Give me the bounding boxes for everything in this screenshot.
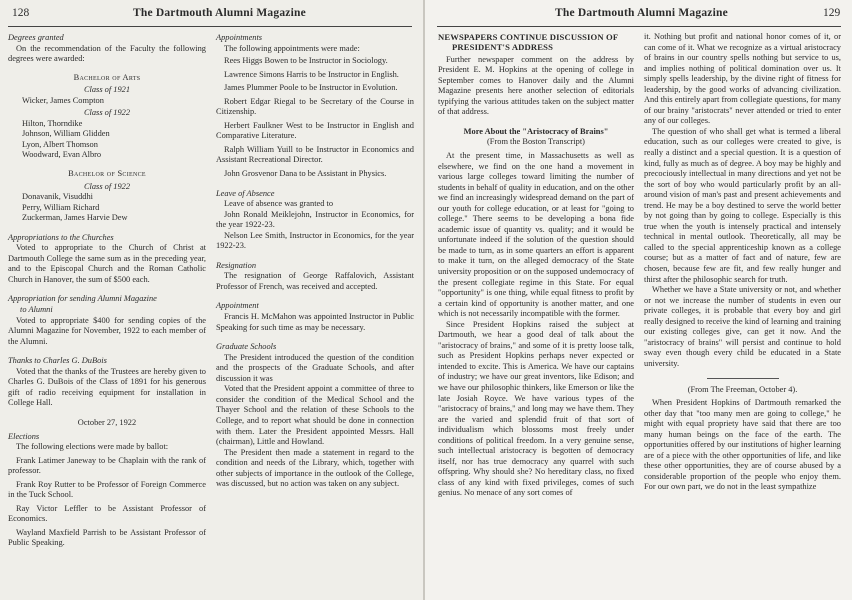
name-line: Donavanik, Visuddhi xyxy=(22,192,93,202)
paragraph: The resignation of George Raffalovich, Assistant Professor of French, was received and accepted. xyxy=(216,271,414,291)
name-line: Wicker, James Compton xyxy=(22,95,104,105)
section-heading: Graduate Schools xyxy=(216,342,277,352)
paragraph: The following elections were made by ballot: xyxy=(16,442,169,452)
paragraph: Since President Hopkins raised the subject at Dartmouth, we hear a good deal of talk about the "aristocracy of brains," and some of it is pretty loose talk, such as President Hopkins perhaps never expected or intended to excite. This is America. We have our captains of industry; we have our great inventors, like Edison; and we have our philosophic thinkers, like Emerson or like the late Josiah Royce. We have various types of the "aristocracy of brains," and long may we have them. They are the varied and splendid fruit of that sort of individualism which blossoms most freely under conditions of political freedom. In a very genuine sense, such intellectual aristocracy is begotten of democracy itself, nor has true democracy any quarrel with such offspring. Why should she? No hereditary class, no fixed class of any kind with fixed privileges, comes of such genius. No menace of any sort comes of xyxy=(438,319,634,498)
page-number: 128 xyxy=(12,7,30,19)
name-line: Zuckerman, James Harvie Dew xyxy=(22,213,128,223)
paragraph: Whether we have a State university or not, and whether or not we increase the number of students in even our private colleges, it is probable that every boy and girl really designed to receive the kind of learning and training our existing colleges give, can get it now. And the "aristocracy of brains" will persist and continue to hold sway even though every child be educated in a State university. xyxy=(644,285,841,368)
section-heading: Elections xyxy=(8,431,40,441)
name-line: Perry, William Richard xyxy=(22,202,100,212)
meeting-date: October 27, 1922 xyxy=(77,417,137,427)
left-page xyxy=(0,0,423,600)
paragraph: Voted that the President appoint a committee of three to consider the condition of the Medical School and the Thayer School and the relation of these Schools to the College, and to report what should be done in connection with them. Later the President appointed Messrs. Hall (chairman), Little and Howland. xyxy=(216,384,414,447)
running-header: The Dartmouth Alumni Magazine xyxy=(555,7,728,19)
paragraph: it. Nothing but profit and national honor comes of it, or can come of it. What we recognize as a virtual aristocracy of brains in our country spells nothing but service to us, and implies nothing of political domination over us. It simply spells leadership, by the divine right of fitness for leadership, by the good works of advancing civilization. And this entirely apart from collegiate questions, for many of our brainy "aristocrats" never attended or tried to enter any of our colleges. xyxy=(644,32,841,126)
page-number: 129 xyxy=(823,7,841,19)
paragraph: Voted to appropriate to the Church of Christ at Dartmouth College the same sum as in the preceding year, and to the Episcopal Church and the Roman Catholic Church in Hanover, the sum of $500 each. xyxy=(8,243,206,284)
election-item: Frank Roy Rutter to be Professor of Foreign Commerce in the Tuck School. xyxy=(8,479,206,500)
section-heading: Thanks to Charles G. DuBois xyxy=(8,356,107,366)
election-item: Ray Victor Leffler to be Assistant Professor of Economics. xyxy=(8,503,206,524)
name-line: Hilton, Thorndike xyxy=(22,118,83,128)
class-label: Class of 1921 xyxy=(83,85,131,95)
section-heading: Appointments xyxy=(216,33,263,42)
paragraph: The President then made a statement in regard to the condition and needs of the Library, which, together with other subjects of importance in the outlook of the College, was discussed, but no action was taken on any subject. xyxy=(216,447,414,489)
paragraph: Voted that the thanks of the Trustees are hereby given to Charles G. DuBois of the Class of 1891 for his generous gift of radio receiving equipment for installation in College Hall. xyxy=(8,366,206,408)
degree-heading: Bachelor of Science xyxy=(68,169,146,179)
paragraph: The following appointments were made: xyxy=(224,43,360,53)
name-line: Johnson, William Glidden xyxy=(22,129,110,139)
degree-heading: Bachelor of Arts xyxy=(73,72,141,82)
appointment-item: James Plummer Poole to be Instructor in Evolution. xyxy=(224,83,398,93)
right-page xyxy=(425,0,852,600)
source-line: (From The Freeman, October 4). xyxy=(687,384,798,394)
column-left-1 xyxy=(8,33,206,549)
appointment-item: Rees Higgs Bowen to be Instructor in Sociology. xyxy=(224,56,388,66)
name-line: Woodward, Evan Albro xyxy=(22,150,102,160)
appointment-item: Lawrence Simons Harris to be Instructor in English. xyxy=(224,69,399,79)
election-item: Wayland Maxfield Parrish to be Assistant Professor of Public Speaking. xyxy=(8,527,206,548)
paragraph: Further newspaper comment on the address by President E. M. Hopkins at the opening of college in September comes to Hanover daily and the Alumni Magazine presents here another selection of editorials typifying the various attitudes taken on the subject matter of that address. xyxy=(438,54,634,117)
appointment-item: Herbert Faulkner West to be Instructor in English and Comparative Literature. xyxy=(216,120,414,141)
section-heading: Leave of Absence xyxy=(216,188,275,198)
section-heading: Appropriation for sending Alumni Magazine xyxy=(8,294,157,304)
class-label: Class of 1922 xyxy=(83,181,131,191)
source-line: (From the Boston Transcript) xyxy=(487,137,585,147)
paragraph: The President introduced the question of the condition and the prospects of the Graduate Schools, and after discussion it was xyxy=(216,352,414,383)
column-left-2 xyxy=(216,33,414,490)
leave-item: Nelson Lee Smith, Instructor in Economics, for the year 1922-23. xyxy=(216,230,414,251)
column-right-1 xyxy=(438,32,634,499)
leave-item: John Ronald Meiklejohn, Instructor in Economics, for the year 1922-23. xyxy=(216,209,414,230)
paragraph: Voted to appropriate $400 for sending copies of the Alumni Magazine for November, 1922 to each member of the Alumni. xyxy=(8,315,206,346)
appointment-item: Ralph William Yuill to be Instructor in Economics and Assistant Recreational Director. xyxy=(216,144,414,165)
article-title: NEWSPAPERS CONTINUE DISCUSSION OF PRESIDENT'S ADDRESS xyxy=(438,32,618,53)
appointment-item: John Grosvenor Dana to be Assistant in Physics. xyxy=(224,169,387,179)
paragraph: When President Hopkins of Dartmouth remarked the other day that "too many men are going to college," he might with equal propriety have said that there are too many human beings on the face of the earth. The opportunities offered by our institutions of higher learning are of a piece with the other opportunities of life, and like these other opportunities, they are of course abused by a considerable proportion of the people who enjoy them. For our own part, we do not in the least sympathize xyxy=(644,398,841,492)
paragraph: Leave of absence was granted to xyxy=(224,199,334,209)
name-line: Lyon, Albert Thomson xyxy=(22,139,98,149)
paragraph: The question of who shall get what is termed a liberal education, such as our colleges were created to give, is really a distinct and a special question. It is a question of kind, fully as much as of degree. A boy may be highly and precociously intellectual in many directions and yet not be the sort of boy who would particularly profit by an all-around vision of man's past and present achievements and trend. He may be a boy destined to serve the world better by not going than by going to college. Especially is this true when the youth is intensely practical and intensely technical in mental outlook. Theoretically, all may be called to the special apprenticeship known as a college course; but as a matter of fact and of nature, few are chosen, because few are fit, and few really hunger and thirst after the philosophic search for truth. xyxy=(644,126,841,284)
paragraph: At the present time, in Massachusetts as well as elsewhere, we find on the one hand a movement in various large colleges toward limiting the number of students in behalf of quality in education, and on the other we find an increasingly widespread demand on the part of our youth for college education, or at least for "going to college." There seems to be developing a bona fide academic issue of quantity vs. quality; and it would be unfortunate indeed if the solution of the question should be made to turn, as in some quarters an effort is apparent to make it turn, on the alleged democracy of the State university proposition or on the supposed undemocracy of the present collegiate regime in this State. For equal "opportunity" is one thing, while equal fitness to profit by a certain kind of opportunity is another matter, and one which is not necessarily incompatible with the former. xyxy=(438,150,634,319)
paragraph: Francis H. McMahon was appointed Instructor in Public Speaking for such time as may be necessary. xyxy=(216,312,414,332)
section-heading: Degrees granted xyxy=(8,33,64,42)
header-rule xyxy=(8,26,412,27)
election-item: Frank Latimer Janeway to be Chaplain with the rank of professor. xyxy=(8,455,206,476)
subheading: More About the "Aristocracy of Brains" xyxy=(463,126,609,136)
section-heading: Appropriations to the Churches xyxy=(8,232,114,242)
running-header: The Dartmouth Alumni Magazine xyxy=(133,7,306,19)
class-label: Class of 1922 xyxy=(83,108,131,118)
paragraph: On the recommendation of the Faculty the following degrees were awarded: xyxy=(8,43,206,64)
appointment-item: Robert Edgar Riegal to be Secretary of the Course in Citizenship. xyxy=(216,96,414,117)
section-heading: Resignation xyxy=(216,260,257,270)
header-rule xyxy=(437,26,841,27)
column-right-2 xyxy=(644,32,841,493)
section-heading: Appointment xyxy=(216,301,259,311)
section-divider xyxy=(707,378,779,379)
section-heading-cont: to Alumni xyxy=(20,305,53,315)
